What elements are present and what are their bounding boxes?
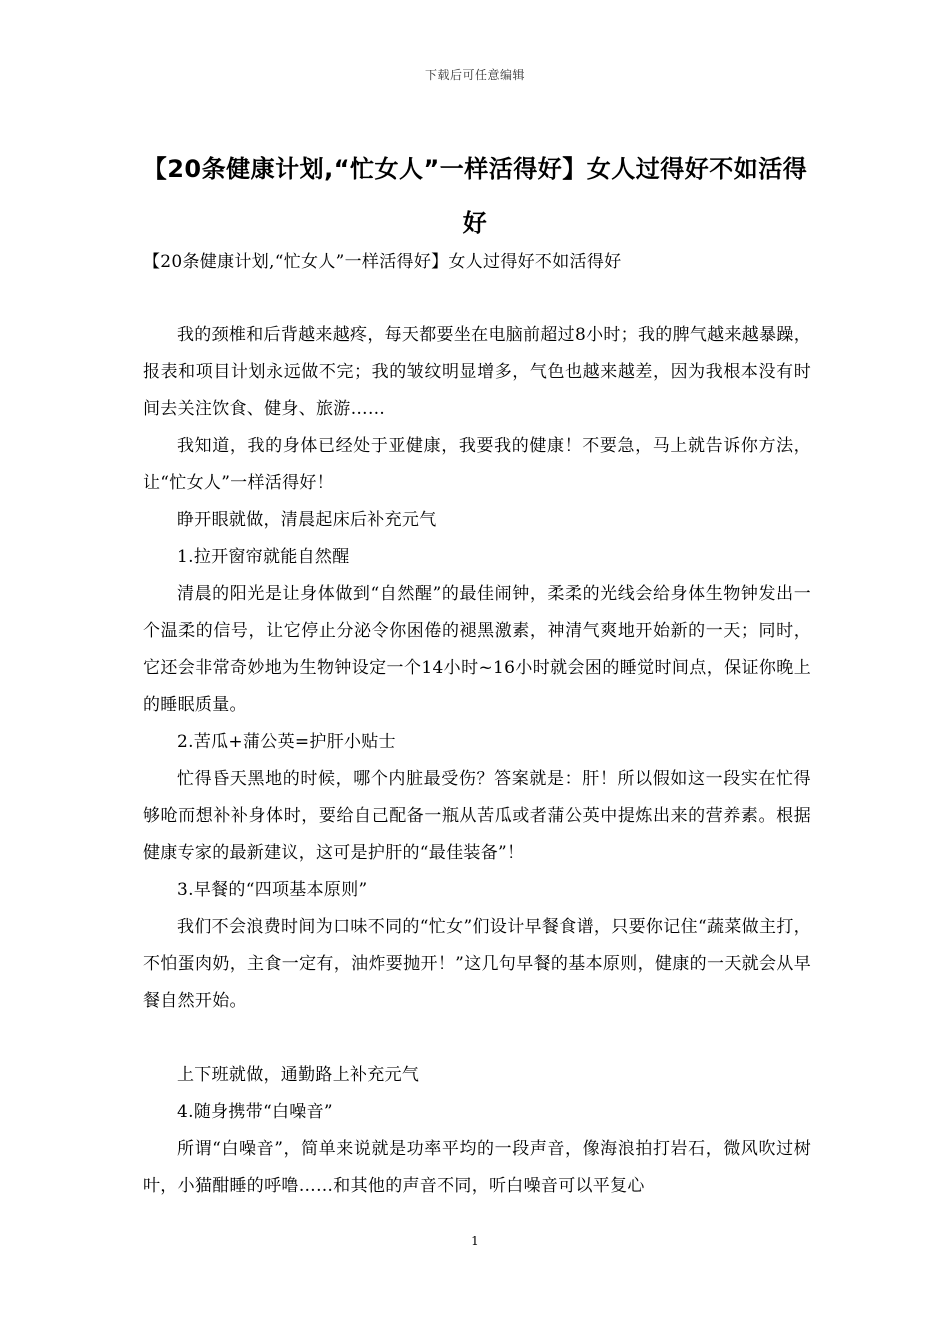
document-subtitle: 【20条健康计划,“忙女人”一样活得好】女人过得好不如活得好: [143, 252, 622, 272]
paragraph: 忙得昏天黑地的时候，哪个内脏最受伤？答案就是：肝！所以假如这一段实在忙得够呛而想补补身体时，要给自己配备一瓶从苦瓜或者蒲公英中提炼出来的营养素。根据健康专家的最新建议，这可是护肝的“最佳装备”！: [143, 769, 811, 863]
page-number: 1: [471, 1234, 479, 1248]
section-heading: 睁开眼就做，清晨起床后补充元气: [177, 510, 437, 530]
document-body: [143, 244, 811, 1205]
paragraph: 清晨的阳光是让身体做到“自然醒”的最佳闹钟，柔柔的光线会给身体生物钟发出一个温柔的信号，让它停止分泌令你困倦的褪黑激素，神清气爽地开始新的一天；同时，它还会非常奇妙地为生物钟设定一个14小时~16小时就会困的睡觉时间点，保证你晚上的睡眠质量。: [143, 584, 811, 715]
document-title: 【20条健康计划,“忙女人”一样活得好】女人过得好不如活得好: [142, 155, 808, 237]
page-header-note: 下载后可任意编辑: [424, 68, 525, 82]
paragraph: 我知道，我的身体已经处于亚健康，我要我的健康！不要急，马上就告诉你方法，让“忙女人”一样活得好！: [143, 436, 811, 493]
paragraph: 我们不会浪费时间为口味不同的“忙女”们设计早餐食谱，只要你记住“蔬菜做主打，不怕蛋肉奶，主食一定有，油炸要抛开！”这几句早餐的基本原则，健康的一天就会从早餐自然开始。: [143, 917, 811, 1011]
section-heading: 上下班就做，通勤路上补充元气: [177, 1065, 420, 1085]
paragraph: 我的颈椎和后背越来越疼，每天都要坐在电脑前超过8小时；我的脾气越来越暴躁，报表和项目计划永远做不完；我的皱纹明显增多，气色也越来越差，因为我根本没有时间去关注饮食、健身、旅游……: [143, 325, 811, 419]
item-heading: 3.早餐的“四项基本原则”: [177, 880, 368, 900]
paragraph: 所谓“白噪音”，简单来说就是功率平均的一段声音，像海浪拍打岩石，微风吹过树叶，小猫酣睡的呼噜……和其他的声音不同，听白噪音可以平复心: [143, 1139, 811, 1196]
item-heading: 1.拉开窗帘就能自然醒: [177, 547, 350, 567]
item-heading: 4.随身携带“白噪音”: [177, 1102, 333, 1122]
item-heading: 2.苦瓜+蒲公英=护肝小贴士: [177, 732, 396, 752]
